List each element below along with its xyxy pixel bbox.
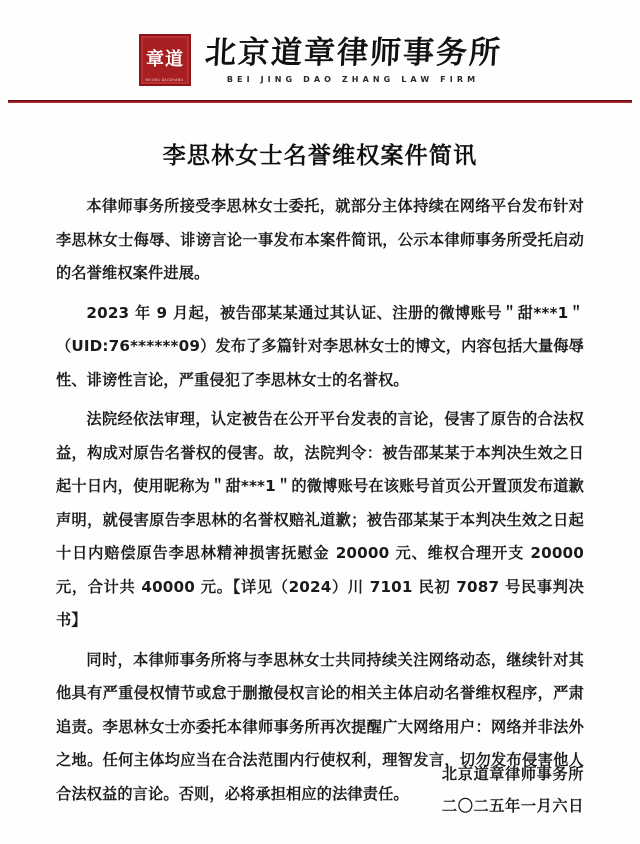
firm-name-english: BEI JING DAO ZHANG LAW FIRM	[226, 75, 480, 85]
paragraph-facts: 2023 年 9 月起，被告邵某某通过其认证、注册的微博账号＂甜***1＂（UID:76******09）发布了多篇针对李思林女士的博文，内容包括大量侮辱性、诽谤性言论，严重侵犯了李思林女士的名誉权。	[56, 303, 584, 389]
seal-subtext: BEIJING DAOZHANG	[145, 78, 184, 82]
firm-name-chinese: 北京道章律师事务所	[203, 34, 503, 71]
header-divider	[8, 100, 632, 103]
page-title: 李思林女士名誉维权案件简讯	[162, 143, 478, 169]
letterhead	[0, 0, 640, 86]
paragraph-judgment: 法院经依法审理，认定被告在公开平台发表的言论，侵害了原告的合法权益，构成对原告名誉权的侵害。故，法院判令：被告邵某某于本判决生效之日起十日内，使用昵称为＂甜***1＂的微博账号在该账号首页公开置顶发布道歉声明，就侵害原告李思林的名誉权赔礼道歉；被告邵某某于本判决生效之日起十日内赔偿原告李思林精神损害抚慰金 20000 元、维权合理开支 20000 元，合计共 40000 元。【详见（2024）川 7101 民初 7087 号民事判决书】	[56, 410, 584, 629]
firm-name-block	[205, 36, 502, 85]
signature-date: 二〇二五年一月六日	[441, 797, 584, 815]
seal-char-dao: 道	[165, 49, 183, 70]
paragraph-intro: 本律师事务所接受李思林女士委托，就部分主体持续在网络平台发布针对李思林女士侮辱、诽谤言论一事发布本案件简讯，公示本律师事务所受托启动的名誉维权案件进展。	[56, 197, 584, 282]
paragraph-statement: 同时，本律师事务所将与李思林女士共同持续关注网络动态，继续针对其他具有严重侵权情节或怠于删撤侵权言论的相关主体启动名誉维权程序，严肃追责。李思林女士亦委托本律师事务所再次提醒广大网络用户：网络并非法外之地。任何主体均应当在合法范围内行使权利，理智发言，切勿发布侵害他人合法权益的言论。否则，必将承担相应的法律责任。	[56, 650, 584, 803]
seal-char-zhang: 章	[146, 49, 164, 70]
firm-seal-icon	[139, 34, 191, 86]
signature-firm-name: 北京道章律师事务所	[441, 765, 584, 783]
seal-characters	[143, 38, 187, 82]
document-body	[56, 170, 584, 811]
signature-block	[442, 758, 584, 822]
